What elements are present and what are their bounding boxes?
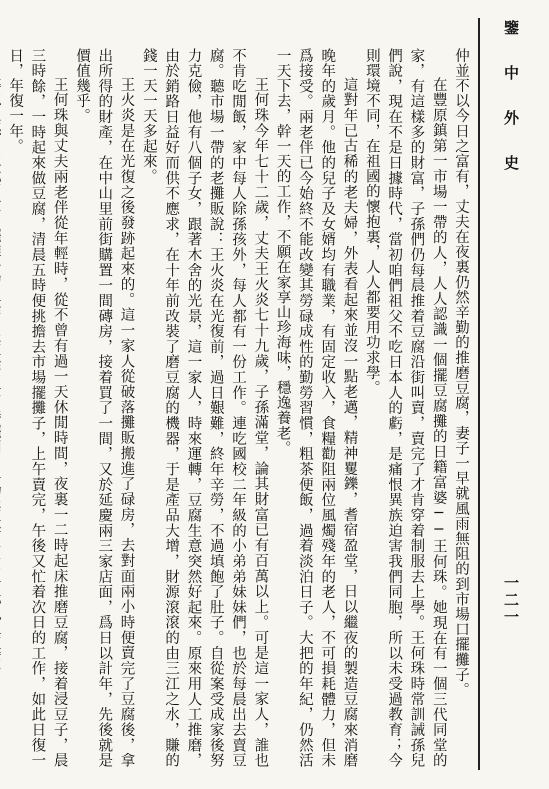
body-text xyxy=(7,48,472,768)
paragraph xyxy=(0,48,4,768)
paragraph: 王火炎是在光復之後發跡起來的。這一家人從破落攤販搬進了碌房，去對面兩小時便賣完了豆腐後，拿出所得的財產，在中山里前街購置一間磚房，接着買了一間，又於延慶兩三家店面，爲日以計年，先後就是價值幾乎。 xyxy=(73,48,135,768)
paragraph: 這對年已古稀的老夫婦，外表看起來並沒一點老邁，精神矍鑠，耆宿盈堂，日以繼夜的製造豆腐來消磨晚年的歲月。他的兒子及女婿均有職業，有固定收入，食糧勸阻兩位風燭殘年的老人，不可損耗體力，但未爲接受。兩老伴已今始終不能改變其勞碌成性的勤勞習慣，粗茶便飯，過着淡泊日子。大把的年紀，仍然活一天下去，幹一天的工作，不願在家享山珍海味，穩逸養老。 xyxy=(274,48,358,768)
page-number: 一二一 xyxy=(502,575,520,626)
paragraph: 王何珠今年七十二歲，丈夫王火炎七十九歲，子孫滿堂，論其財富已有百萬以上。可是這一家人，誰也不肯吃閒飯，家中每人除孫孩外，每人都有一份工作。連吃國校二年級的小弟弟妹妹們，也於每晨出去賣豆腐。聽市場一帶的老攤販說：王火炎在光復前，過日艱難，終年辛勞，不過填飽了肚子。自從案受成家後努力克儉，他有八個子女，跟著木舍的光景，這一家人，時來運轉，豆腐生意突然好起來。原來用人工推磨，由於銷路日益好而供不應求，在十年前改裝了磨豆腐的機器，于是產品大增，財源滾滾的由三江之水，賺的錢一天一天多起來。 xyxy=(140,48,269,768)
header-divider xyxy=(478,18,480,770)
paragraph: 在豐原鎮第一市場一帶的人，人人認識一個擺豆腐攤的日籍富婆──王何珠。她現在有一個三代同堂的家，有這樣多的財富，子孫們仍每晨推着豆腐沿街叫賣，賣完了才肯穿着制服去上學。王何珠時常訓誡孫兒們說，現在不是日據時代，當初咱們祖父不吃日本人的虧，是痛恨異族迫害我們同胞，所以未受過教育；今則環境不同，在祖國的懷抱裏，人人都要用功求學。 xyxy=(363,48,447,768)
running-header-title: 鑒 中 外 史 xyxy=(502,20,520,176)
paragraph: 仲並不以今日之富有，丈夫在夜裏仍然辛勤的推磨豆腐，妻子一早就風雨無阻的到市場口擺攤子。 xyxy=(453,48,469,698)
paragraph: 王何珠與丈夫兩老伴從年輕時，從不曾有過一天休閒時間，夜裏一二時起床推磨豆腐，接着浸豆子，晨三時餘，一時起來做豆腐，清晨五時便挑擔去市場擺攤子，上午賣完，午後又忙着次日的工作，如此日復一日，年復一年。 xyxy=(7,48,68,768)
